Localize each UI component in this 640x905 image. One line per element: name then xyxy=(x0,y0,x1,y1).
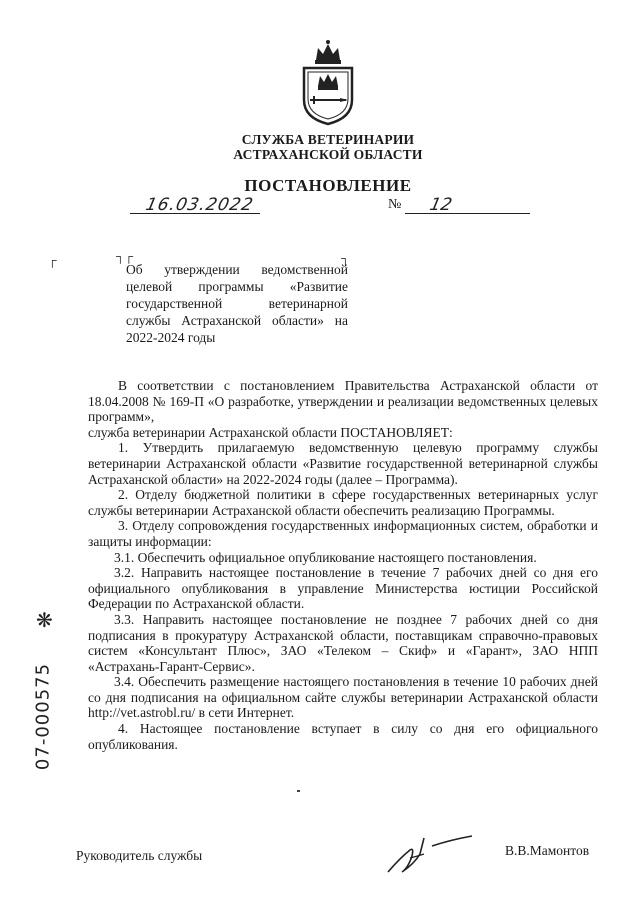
date-underline xyxy=(130,212,260,214)
organization-name xyxy=(200,132,456,162)
decree-line: служба ветеринарии Астраханской области ПОСТАНОВЛЯЕТ: xyxy=(88,424,453,440)
org-line-1: СЛУЖБА ВЕТЕРИНАРИИ xyxy=(241,132,415,147)
document-type: ПОСТАНОВЛЕНИЕ xyxy=(244,176,412,195)
corner-mark: ┐┌ xyxy=(116,249,134,263)
subject-line: целевой программы «Развитие xyxy=(126,279,348,294)
preamble: В соответствии с постановлением Правительства Астраханской области от 18.04.2008 № 169-П «О разработке, утверждении и реализации ведомственных целевых программ», xyxy=(88,378,598,425)
item-3-1: 3.1. Обеспечить официальное опубликование настоящего постановления. xyxy=(114,549,537,565)
astrakhan-coat-of-arms-icon xyxy=(296,38,360,126)
number-underline xyxy=(405,212,530,214)
item-3-4: 3.4. Обеспечить размещение настоящего постановления в течение 10 рабочих дней со дня подписания на официальном сайте службы ветеринарии Астраханской области http://vet.astrobl.ru/ в сети Интернет. xyxy=(88,674,598,721)
document-number: 12 xyxy=(427,195,454,215)
handwritten-signature xyxy=(380,828,480,878)
document-body xyxy=(88,378,598,752)
subject-line: службы Астраханской области» на xyxy=(126,313,348,328)
subject-line: государственной ветеринарной xyxy=(126,296,348,311)
subject-line: Об утверждении ведомственной xyxy=(126,262,348,277)
org-line-2: АСТРАХАНСКОЙ ОБЛАСТИ xyxy=(233,147,423,162)
corner-mark: ┌ xyxy=(48,253,57,267)
signatory-name: В.В.Мамонтов xyxy=(505,843,590,858)
item-1: 1. Утвердить прилагаемую ведомственную целевую программу службы ветеринарии Астраханской области «Развитие государственной ветеринарной службы Астраханской области» на 2022-2024 годы (далее – Программа). xyxy=(88,440,598,487)
margin-asterisk: ❋ xyxy=(36,608,53,632)
registration-code: 07-000575 xyxy=(32,662,54,771)
registration-stamp xyxy=(18,660,58,780)
subject-line: 2022-2024 годы xyxy=(126,330,216,345)
corner-mark: ┐ xyxy=(341,251,350,265)
signatory-title: Руководитель службы xyxy=(76,848,203,863)
document-subject xyxy=(126,261,348,346)
number-label: № xyxy=(388,197,402,212)
item-3: 3. Отделу сопровождения государственных информационных систем, обработки и защиты информации: xyxy=(88,518,598,549)
item-2: 2. Отделу бюджетной политики в сфере государственных ветеринарных услуг службы ветеринарии Астраханской области обеспечить реализацию Программы. xyxy=(88,487,598,518)
item-4: 4. Настоящее постановление вступает в силу со дня его официального опубликования. xyxy=(88,721,598,752)
scan-speck xyxy=(297,790,300,792)
item-3-2: 3.2. Направить настоящее постановление в течение 7 рабочих дней со дня его официального опубликования в управление Министерства юстиции Российской Федерации по Астраханской области. xyxy=(88,565,598,612)
document-date: 16.03.2022 xyxy=(143,195,256,215)
item-3-3: 3.3. Направить настоящее постановление не позднее 7 рабочих дней со дня подписания в прокуратуру Астраханской области, поставщикам справочно-правовых систем «Консультант Плюс», ЗАО «Телеком – Скиф» и «Гарант», ЗАО НПП «Астрахань-Гарант-Сервис». xyxy=(88,611,598,674)
